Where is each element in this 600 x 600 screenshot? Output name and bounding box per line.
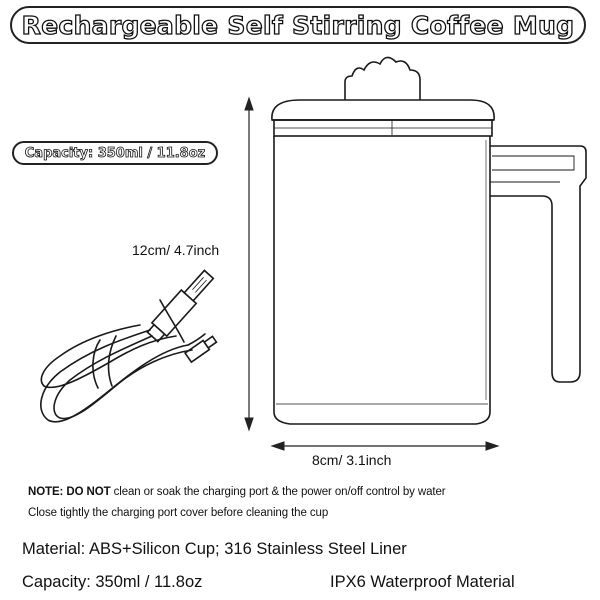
note-line-2: Close tightly the charging port cover before cleaning the cup xyxy=(28,507,329,519)
waterproof-spec: IPX6 Waterproof Material xyxy=(330,573,515,591)
width-label: 8cm/ 3.1inch xyxy=(312,452,392,468)
note-line-1 xyxy=(28,486,446,498)
note-line-1-text: clean or soak the charging port & the power on/off control by water xyxy=(110,486,446,498)
usb-cable-drawing xyxy=(41,268,218,422)
capacity-spec: Capacity: 350ml / 11.8oz xyxy=(22,573,203,591)
height-label: 12cm/ 4.7inch xyxy=(132,242,220,258)
page-title: Rechargeable Self Stirring Coffee Mug xyxy=(21,10,575,40)
material-spec: Material: ABS+Silicon Cup; 316 Stainless Steel Liner xyxy=(22,540,407,558)
height-dimension-arrow xyxy=(245,98,253,430)
note-warning-prefix: NOTE: DO NOT xyxy=(28,486,111,498)
coffee-mug-drawing xyxy=(272,57,586,424)
width-dimension-arrow xyxy=(272,442,498,450)
capacity-badge-label: Capacity: 350ml / 11.8oz xyxy=(24,145,206,161)
